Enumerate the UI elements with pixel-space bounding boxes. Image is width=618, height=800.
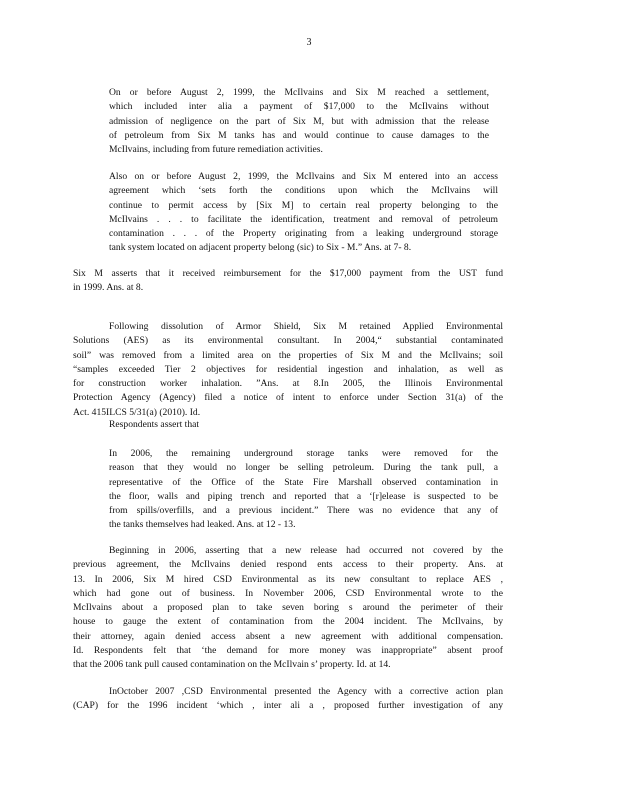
text-line: Solutions (AES) as its environmental consultant. In 2004,“ substantial contaminated xyxy=(73,335,503,347)
text-line: On or before August 2, 1999, the McIlvains and Six M reached a settlement, xyxy=(109,87,489,98)
text-line: Six M asserts that it received reimbursement for the $17,000 payment from the UST fund xyxy=(73,268,503,279)
text-line: representative of the Office of the State Fire Marshall observed contamination in xyxy=(109,476,498,488)
text-line: which had gone out of business. In November 2006, CSD Environmental wrote to the xyxy=(73,587,503,599)
text-line: Beginning in 2006, asserting that a new release had occurred not covered by the xyxy=(109,545,503,556)
text-line: continue to permit access by [Six M] to certain real property belonging to the xyxy=(109,199,498,211)
paragraph-aes-consultant xyxy=(73,320,503,420)
text-line: the tanks themselves had leaked. Ans. at 12 - 13. xyxy=(109,519,296,531)
text-line: “samples exceeded Tier 2 objectives for residential ingestion and inhalation, as well as xyxy=(73,363,503,375)
text-line: previous agreement, the McIlvains denied respond ents access to their property. Ans. at xyxy=(73,559,503,571)
text-line: McIlvains . . . to facilitate the identification, treatment and removal of petroleum xyxy=(109,213,498,225)
text-line: Also on or before August 2, 1999, the McIlvains and Six M entered into an access xyxy=(109,171,498,182)
paragraph-reimbursement xyxy=(73,267,503,296)
text-line: their attorney, again denied access absent a new agreement with additional compensation. xyxy=(73,630,503,642)
paragraph-access-agreement xyxy=(109,170,498,256)
text-line: admission of negligence on the part of Six M, but with admission that the release xyxy=(109,115,489,127)
text-line: Protection Agency (Agency) filed a notice of intent to enforce under Section 31(a) of the xyxy=(73,392,503,404)
text-line: house to gauge the extent of contamination from the 2004 incident. The McIlvains, by xyxy=(73,616,503,628)
text-line: Respondents assert that xyxy=(109,419,200,430)
text-line: which included inter alia a payment of $17,000 to the McIlvains without xyxy=(109,101,489,113)
page-number: 3 xyxy=(306,37,312,48)
text-line: contamination . . . of the Property originating from a leaking underground storage xyxy=(109,228,498,240)
text-line: In 2006, the remaining underground storage tanks were removed for the xyxy=(109,448,498,459)
text-line: InOctober 2007 ,CSD Environmental presented the Agency with a corrective action plan xyxy=(109,686,503,697)
text-line: Id. Respondents felt that ‘the demand for more money was inappropriate” absent proof xyxy=(73,645,503,657)
paragraph-tank-removal xyxy=(109,447,498,533)
text-line: tank system located on adjacent property belong (sic) to Six - M.” Ans. at 7- 8. xyxy=(109,242,412,254)
text-line: for construction worker inhalation. ”Ans. at 8.In 2005, the Illinois Environmental xyxy=(73,378,503,390)
text-line: 13. In 2006, Six M hired CSD Environmental as its new consultant to replace AES , xyxy=(73,573,503,585)
text-line: from spills/overfills, and a previous incident.” There was no evidence that any of xyxy=(109,505,498,517)
text-line: that the 2006 tank pull caused contamination on the McIlvain s’ property. Id. at 14. xyxy=(73,659,391,671)
text-line: in 1999. Ans. at 8. xyxy=(73,282,144,294)
text-line: of petroleum from Six M tanks has and would continue to cause damages to the xyxy=(109,129,489,141)
paragraph-new-release xyxy=(73,544,503,673)
text-line: the floor, walls and piping trench and reported that a ‘[r]elease is suspected to be xyxy=(109,490,498,502)
paragraph-settlement xyxy=(109,86,489,157)
text-line: agreement which ‘sets forth the conditions upon which the McIlvains will xyxy=(109,185,498,197)
paragraph-corrective-action-plan xyxy=(73,685,503,714)
text-line: Following dissolution of Armor Shield, Six M retained Applied Environmental xyxy=(109,321,503,332)
text-line: soil” was removed from a limited area on the properties of Six M and the McIlvains; soil xyxy=(73,349,503,361)
paragraph-respondents-assert xyxy=(109,418,409,432)
text-line: (CAP) for the 1996 incident ‘which , inter ali a , proposed further investigation of any xyxy=(73,700,503,712)
text-line: reason that they would no longer be selling petroleum. During the tank pull, a xyxy=(109,462,498,474)
text-line: McIlvains about a proposed plan to take seven boring s around the perimeter of their xyxy=(73,602,503,614)
text-line: McIlvains, including from future remediation activities. xyxy=(109,144,323,156)
text-line: Act. 415ILCS 5/31(a) (2010). Id. xyxy=(73,406,201,418)
